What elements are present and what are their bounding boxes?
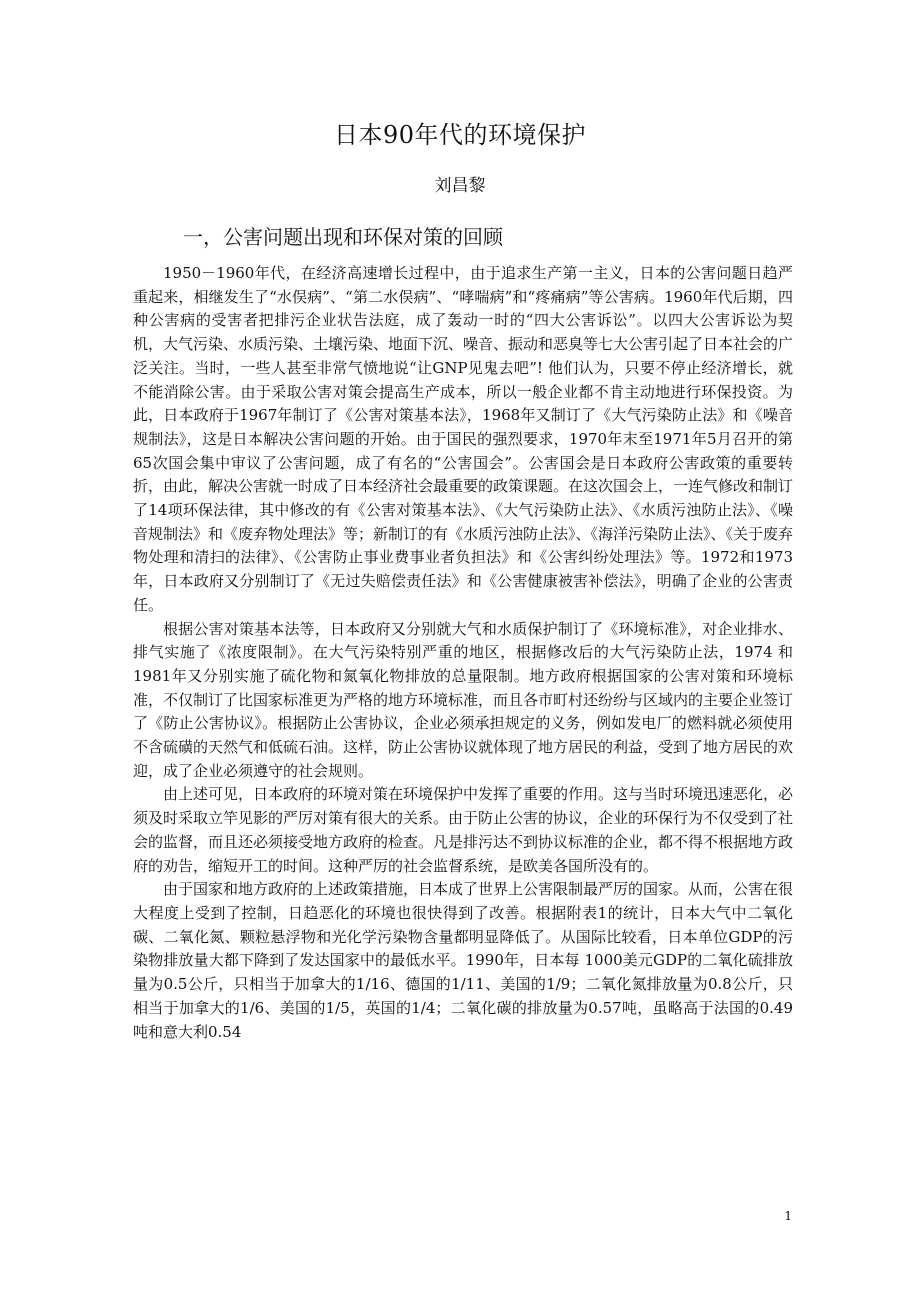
body-text xyxy=(133,262,793,1044)
section-heading: 一，公害问题出现和环保对策的回顾 xyxy=(183,225,503,249)
paragraph-4: 由于国家和地方政府的上述政策措施，日本成了世界上公害限制最严厉的国家。从而，公害在很大程度上受到了控制，日趋恶化的环境也很快得到了改善。根据附表1的统计，日本大气中二氧化碳、二氧化氮、颗粒悬浮物和光化学污染物含量都明显降低了。从国际比较看，日本单位GDP的污染物排放量大都下降到了发达国家中的最低水平。1990年，日本每 1000美元GDP的二氧化硫排放量为0.5公斤，只相当于加拿大的1/16、德国的1/11、美国的1/9；二氧化氮排放量为0.8公斤，只相当于加拿大的1/6、美国的1/5，英国的1/4；二氧化碳的排放量为0.57吨，虽略高于法国的0.49吨和意大利0.54 xyxy=(133,880,794,1041)
page-number: 1 xyxy=(784,1209,792,1223)
author-name: 刘昌黎 xyxy=(434,176,486,196)
paragraph-3: 由上述可见，日本政府的环境对策在环境保护中发挥了重要的作用。这与当时环境迅速恶化，必须及时采取立竿见影的严厉对策有很大的关系。由于防止公害的协议，企业的环保行为不仅受到了社会的监督，而且还必须接受地方政府的检查。凡是排污达不到协议标准的企业，都不得不根据地方政府的劝告，缩短开工的时间。这种严厉的社会监督系统，是欧美各国所没有的。 xyxy=(133,785,794,875)
paragraph-1: 1950－1960年代，在经济高速增长过程中，由于追求生产第一主义，日本的公害问题日趋严重起来，相继发生了“水俣病”、“第二水俣病”、“哮喘病”和“疼痛病”等公害病。1960年代后期，四种公害病的受害者把排污企业状告法庭，成了轰动一时的“四大公害诉讼”。以四大公害诉讼为契机，大气污染、水质污染、土壤污染、地面下沉、噪音、振动和恶臭等七大公害引起了日本社会的广泛关注。当时，一些人甚至非常气愤地说“让GNP见鬼去吧”! 他们认为，只要不停止经济增长，就不能消除公害。由于采取公害对策会提高生产成本，所以一般企业都不肯主动地进行环保投资。为此，日本政府于1967年制订了《公害对策基本法》，1968年又制订了《大气污染防止法》和《噪音规制法》，这是日本解决公害问题的开始。由于国民的强烈要求，1970年末至1971年5月召开的第65次国会集中审议了公害问题，成了有名的“公害国会”。公害国会是日本政府公害政策的重要转折，由此，解决公害就一时成了日本经济社会最重要的政策课题。在这次国会上，一连气修改和制订了14项环保法律，其中修改的有《公害对策基本法》、《大气污染防止法》、《水质污浊防止法》、《噪音规制法》和《废弃物处理法》等；新制订的有《水质污浊防止法》、《海洋污染防止法》、《关于废弃物处理和清扫的法律》、《公害防止事业费事业者负担法》和《公害纠纷处理法》等。1972和1973年，日本政府又分别制订了《无过失赔偿责任法》和《公害健康被害补偿法》，明确了企业的公害责任。 xyxy=(133,264,794,614)
document-title: 日本90年代的环境保护 xyxy=(333,121,587,149)
paragraph-2: 根据公害对策基本法等，日本政府又分别就大气和水质保护制订了《环境标准》，对企业排水、排气实施了《浓度限制》。在大气污染特别严重的地区，根据修改后的大气污染防止法，1974 和1981年又分别实施了硫化物和氮氧化物排放的总量限制。地方政府根据国家的公害对策和环境标准，不仅制订了比国家标准更为严格的地方环境标准，而且各市町村还纷纷与区域内的主要企业签订了《防止公害协议》。根据防止公害协议，企业必须承担规定的义务，例如发电厂的燃料就必须使用不含硫磺的天然气和低硫石油。这样，防止公害协议就体现了地方居民的利益，受到了地方居民的欢迎，成了企业必须遵守的社会规则。 xyxy=(133,619,794,780)
